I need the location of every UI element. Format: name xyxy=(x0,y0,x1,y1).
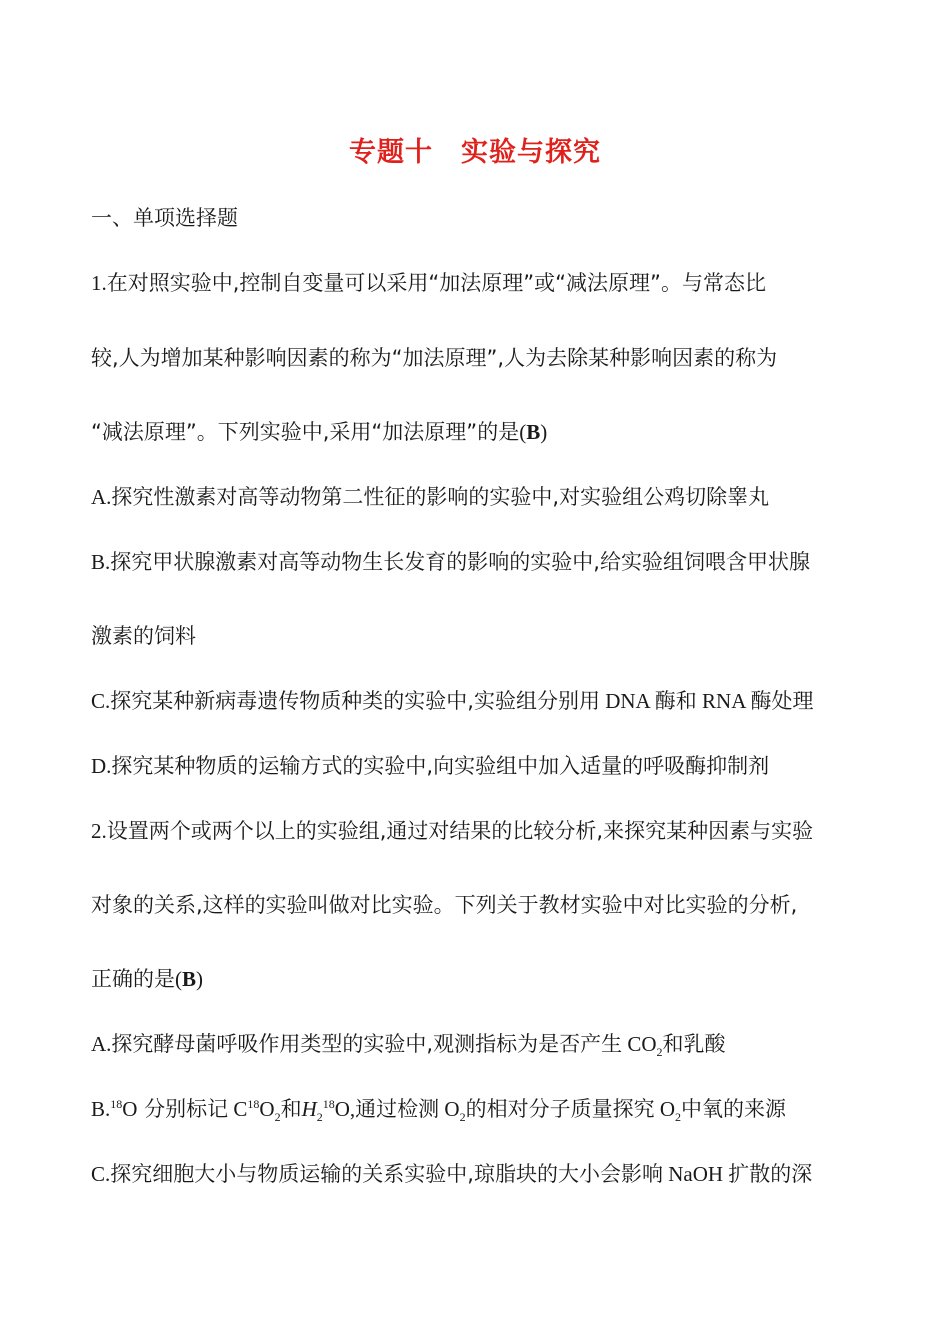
option-letter: C. xyxy=(91,1162,111,1186)
rna-term: RNA xyxy=(696,689,751,713)
naoh-formula: NaOH xyxy=(662,1162,729,1186)
option-letter: D. xyxy=(91,754,112,778)
option-text: 酶处理 xyxy=(750,689,814,713)
hydrogen-symbol: H xyxy=(301,1097,317,1121)
question-number: 2. xyxy=(91,819,107,843)
option-text: 酶和 xyxy=(654,689,697,713)
option-letter: B. xyxy=(91,1097,111,1121)
option-text: 探究甲状腺激素对高等动物生长发育的影响的实验中,给实验组饲喂含甲状腺 xyxy=(110,550,810,574)
option-text: 探究某种物质的运输方式的实验中,向实验组中加入适量的呼吸酶抑制剂 xyxy=(111,754,770,778)
option-text: 分别标记 xyxy=(137,1097,229,1121)
option-text: 通过检测 xyxy=(355,1097,440,1121)
option-text: 探究某种新病毒遗传物质种类的实验中,实验组分别用 xyxy=(110,689,600,713)
question-text: “减法原理”。下列实验中,采用“加法原理”的是 xyxy=(91,420,520,444)
question-1-line-2: 较,人为增加某种影响因素的称为“加法原理”,人为去除某种影响因素的称为 xyxy=(91,346,778,370)
answer-open-paren: ( xyxy=(175,967,182,991)
question-1-option-d xyxy=(91,751,866,781)
option-text: 探究性激素对高等动物第二性征的影响的实验中,对实验组公鸡切除睾丸 xyxy=(111,485,770,509)
question-1-option-b-line-1 xyxy=(91,547,866,577)
co2-formula: CO xyxy=(622,1032,657,1056)
subscript: 2 xyxy=(274,1110,281,1124)
subscript: 2 xyxy=(459,1110,466,1124)
subscript: 2 xyxy=(675,1110,681,1124)
subscript: 2 xyxy=(316,1110,323,1124)
answer-close-paren: ) xyxy=(196,967,204,991)
question-2-line-1 xyxy=(91,816,866,846)
answer-letter: B xyxy=(526,420,541,444)
oxygen-symbol: O xyxy=(122,1097,138,1121)
question-2-option-a xyxy=(91,1029,866,1062)
answer-close-paren: ) xyxy=(540,420,548,444)
question-number: 1. xyxy=(91,271,107,295)
dna-term: DNA xyxy=(599,689,655,713)
option-text: 扩散的深 xyxy=(728,1162,813,1186)
section-heading: 一、单项选择题 xyxy=(91,206,238,230)
option-text: 和 xyxy=(280,1097,302,1121)
question-1-line-1 xyxy=(91,268,866,298)
question-2-line-3 xyxy=(91,964,866,994)
option-letter: B. xyxy=(91,550,111,574)
answer-open-paren: ( xyxy=(519,420,527,444)
question-text: 正确的是 xyxy=(91,967,175,991)
question-text: 设置两个或两个以上的实验组,通过对结果的比较分析,来探究某种因素与实验 xyxy=(106,819,814,843)
option-text: 和乳酸 xyxy=(662,1032,726,1056)
oxygen-symbol: O xyxy=(259,1097,275,1121)
question-1-line-3 xyxy=(91,417,866,447)
subscript: 2 xyxy=(656,1045,663,1059)
option-text: 的相对分子质量探究 xyxy=(465,1097,655,1121)
option-text: 中氧的来源 xyxy=(681,1097,786,1121)
page-title: 专题十 实验与探究 xyxy=(349,137,601,168)
oxygen-symbol: O xyxy=(654,1097,675,1121)
question-2-option-c xyxy=(91,1159,866,1189)
option-text: 探究酵母菌呼吸作用类型的实验中,观测指标为是否产生 xyxy=(111,1032,623,1056)
question-2-option-b xyxy=(91,1094,866,1127)
option-letter: A. xyxy=(91,1032,112,1056)
oxygen-symbol: O, xyxy=(334,1097,356,1121)
question-2-line-2: 对象的关系,这样的实验叫做对比实验。下列关于教材实验中对比实验的分析, xyxy=(91,893,798,917)
question-text: 在对照实验中,控制自变量可以采用“加法原理”或“减法原理”。与常态比 xyxy=(106,271,766,295)
option-letter: C. xyxy=(91,689,111,713)
carbon-symbol: C xyxy=(228,1097,248,1121)
question-1-option-a xyxy=(91,482,866,512)
question-1-option-c xyxy=(91,686,866,716)
superscript: 18 xyxy=(110,1097,123,1111)
superscript: 18 xyxy=(322,1097,335,1111)
oxygen-symbol: O xyxy=(439,1097,460,1121)
option-letter: A. xyxy=(91,485,112,509)
answer-letter: B xyxy=(182,967,197,991)
question-1-option-b-line-2: 激素的饲料 xyxy=(91,624,196,648)
option-text: 探究细胞大小与物质运输的关系实验中,琼脂块的大小会影响 xyxy=(110,1162,663,1186)
superscript: 18 xyxy=(247,1097,260,1111)
